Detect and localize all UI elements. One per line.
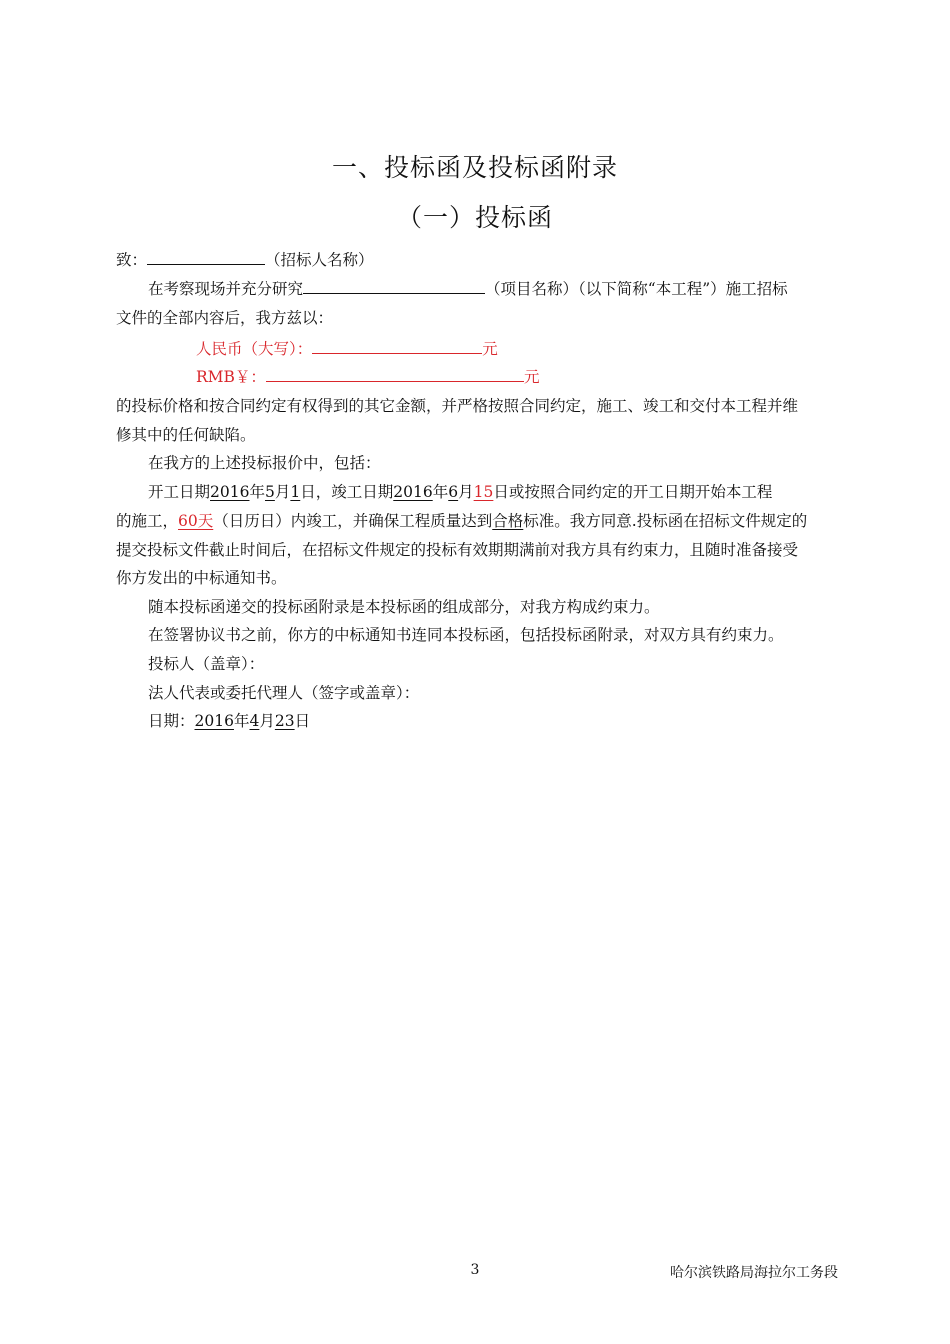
intro-line-1 xyxy=(148,277,872,299)
addressee-prefix: 致： xyxy=(116,251,148,269)
quality-standard: 合格 xyxy=(492,512,524,530)
date-label: 日期： xyxy=(148,712,195,730)
day-char: 日 xyxy=(294,712,311,730)
legal-rep-line: 法人代表或委托代理人（签字或盖章）： xyxy=(148,684,420,702)
cny-unit: 元 xyxy=(482,340,498,358)
month-char: 月 xyxy=(458,483,474,501)
end-year: 2016 xyxy=(393,483,433,501)
rmb-label: RMB￥： xyxy=(196,368,266,386)
main-title: 一、投标函及投标函附录 xyxy=(331,153,618,182)
year-char: 年 xyxy=(249,483,265,501)
date-day: 23 xyxy=(274,712,295,730)
end-label: 日，竣工日期 xyxy=(300,483,394,501)
duration: 60天 xyxy=(178,512,214,530)
date-line xyxy=(148,709,872,731)
appendix-para: 随本投标函递交的投标函附录是本投标函的组成部分，对我方构成约束力。 xyxy=(148,598,660,616)
page-number: 3 xyxy=(470,1262,480,1278)
start-label: 开工日期 xyxy=(148,483,211,501)
start-year: 2016 xyxy=(210,483,250,501)
end-day: 15 xyxy=(473,483,494,501)
bidder-line: 投标人（盖章）： xyxy=(148,655,265,673)
agreement-para: 在签署协议书之前，你方的中标通知书连同本投标函，包括投标函附录，对双方具有约束力。 xyxy=(148,626,784,644)
year-char: 年 xyxy=(233,712,250,730)
cny-amount-blank[interactable] xyxy=(312,338,482,355)
date-year: 2016 xyxy=(194,712,234,730)
quote-includes-line: 在我方的上述投标报价中，包括： xyxy=(148,454,381,472)
schedule-line-2 xyxy=(116,509,840,531)
footer-organization: 哈尔滨铁路局海拉尔工务段 xyxy=(670,1265,838,1281)
schedule-tail: 日或按照合同约定的开工日期开始本工程 xyxy=(493,483,773,501)
schedule-line-1 xyxy=(148,480,872,502)
rmb-amount-line xyxy=(196,365,920,387)
schedule-l2-suffix: 标准。我方同意.投标函在招标文件规定的 xyxy=(523,512,808,530)
date-month: 4 xyxy=(249,712,260,730)
start-month: 5 xyxy=(264,483,275,501)
price-para-line-1: 的投标价格和按合同约定有权得到的其它金额，并严格按照合同约定，施工、竣工和交付本工程并维 xyxy=(116,397,799,415)
month-char: 月 xyxy=(274,483,291,501)
rmb-unit: 元 xyxy=(523,368,540,386)
sub-title: （一）投标函 xyxy=(396,203,553,232)
intro-line-2: 文件的全部内容后，我方兹以： xyxy=(116,309,334,327)
rmb-amount-blank[interactable] xyxy=(266,366,524,383)
schedule-line-3: 提交投标文件截止时间后，在招标文件规定的投标有效期期满前对我方具有约束力，且随时准备接受 xyxy=(116,541,799,559)
schedule-line-4: 你方发出的中标通知书。 xyxy=(116,569,287,587)
addressee-suffix: （招标人名称） xyxy=(265,251,374,269)
tenderer-name-blank[interactable] xyxy=(147,249,265,266)
schedule-l2-mid: （日历日）内竣工，并确保工程质量达到 xyxy=(213,512,493,530)
year-char: 年 xyxy=(432,483,449,501)
addressee-line xyxy=(116,248,840,270)
schedule-l2-prefix: 的施工， xyxy=(116,512,179,530)
price-para-line-2: 修其中的任何缺陷。 xyxy=(116,426,256,444)
start-day: 1 xyxy=(290,483,301,501)
cny-label: 人民币（大写）： xyxy=(196,340,313,358)
intro-text-2: （项目名称）（以下简称“本工程”）施工招标 xyxy=(485,280,788,298)
cny-amount-line xyxy=(196,337,920,359)
project-name-blank[interactable] xyxy=(303,278,485,295)
intro-text-1: 在考察现场并充分研究 xyxy=(148,280,304,298)
month-char: 月 xyxy=(259,712,275,730)
end-month: 6 xyxy=(448,483,459,501)
